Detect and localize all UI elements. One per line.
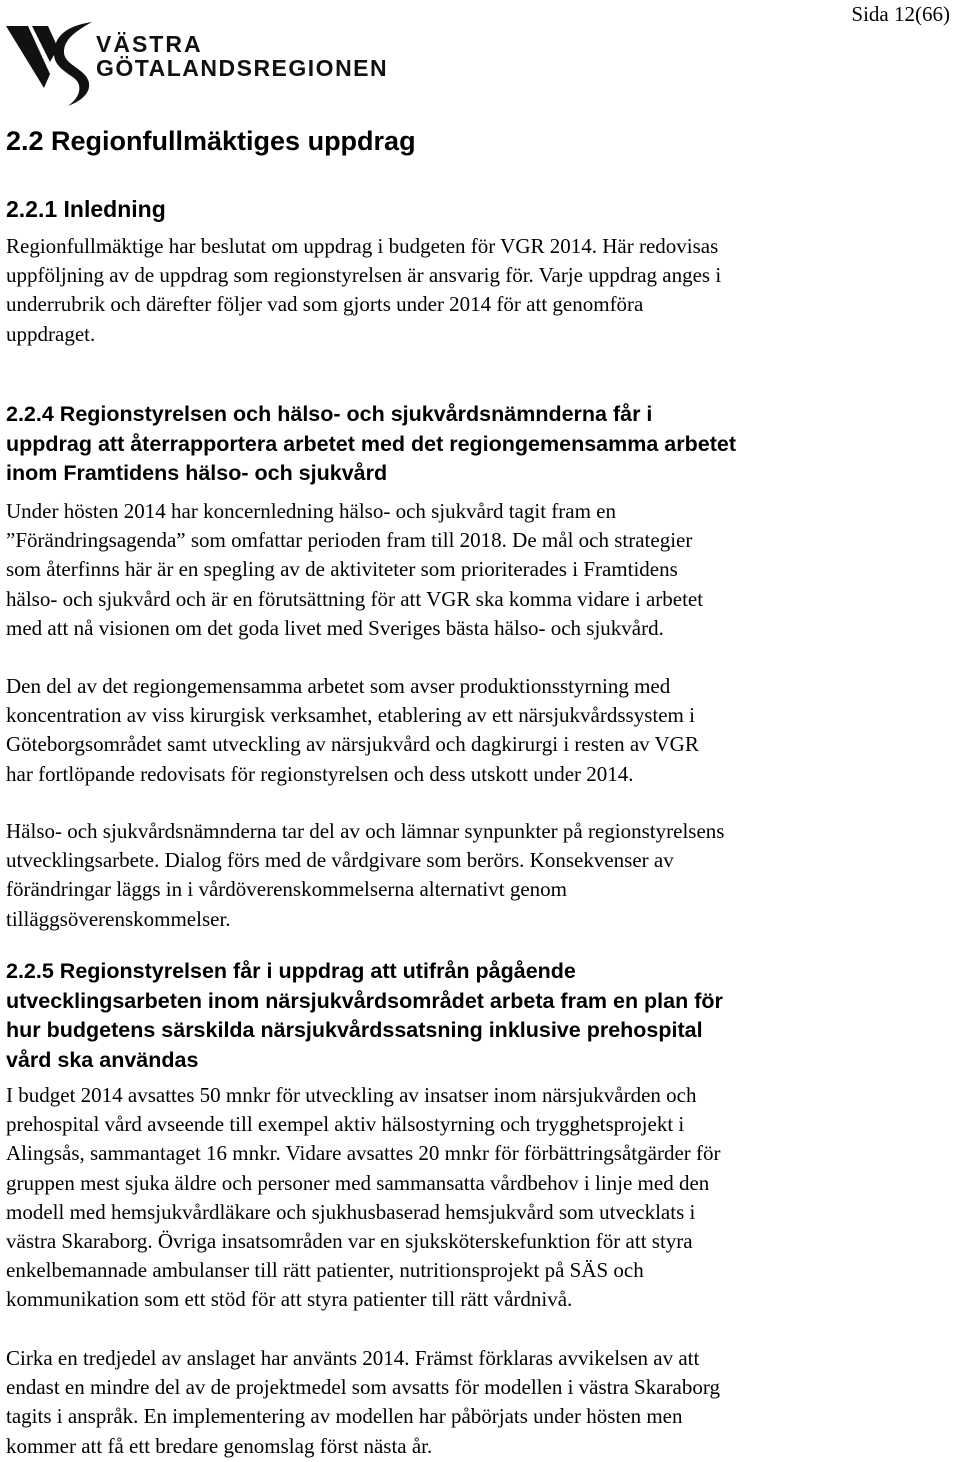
assignment-4-paragraph-2 xyxy=(6,672,956,789)
intro-paragraph xyxy=(6,232,956,349)
heading-line: 2.2.4 Regionstyrelsen och hälso- och sjukvårdsnämnderna får i xyxy=(6,402,653,426)
logo-line-1: VÄSTRA xyxy=(96,31,203,57)
text-line: som återfinns här är en spegling av de aktiviteter som prioriterades i Framtidens xyxy=(6,557,678,582)
text-line: uppföljning av de uppdrag som regionstyrelsen är ansvarig för. Varje uppdrag anges i xyxy=(6,263,722,288)
page-number: Sida 12(66) xyxy=(851,2,950,26)
text-line: prehospital vård avseende till exempel aktiv hälsostyrning och trygghetsprojekt i xyxy=(6,1112,685,1137)
text-line: uppdraget. xyxy=(6,321,96,346)
heading-line: inom Framtidens hälso- och sjukvård xyxy=(6,461,388,485)
assignment-5-paragraph-2 xyxy=(6,1344,956,1461)
text-line: utvecklingsarbete. Dialog förs med de vårdgivare som berörs. Konsekvenser av xyxy=(6,848,674,873)
text-line: Regionfullmäktige har beslutat om uppdrag i budgeten för VGR 2014. Här redovisas xyxy=(6,234,719,258)
text-line: har fortlöpande redovisats för regionstyrelsen och dess utskott under 2014. xyxy=(6,761,634,786)
text-line: Göteborgsområdet samt utveckling av närsjukvård och dagkirurgi i resten av VGR xyxy=(6,732,699,757)
text-line: förändringar läggs in i vårdöverenskommelserna alternativt genom xyxy=(6,877,567,902)
heading-line: utvecklingsarbeten inom närsjukvårdsområdet arbeta fram en plan för xyxy=(6,988,723,1013)
assignment-4-paragraph-3 xyxy=(6,817,956,934)
text-line: västra Skaraborg. Övriga insatsområden var en sjuksköterskefunktion för att styra xyxy=(6,1229,693,1254)
vgr-logo-mark-icon xyxy=(4,22,94,108)
text-line: Under hösten 2014 har koncernledning hälso- och sjukvård tagit fram en xyxy=(6,499,616,523)
text-line: tagits i anspråk. En implementering av modellen har påbörjats under hösten men xyxy=(6,1404,683,1429)
text-line: med att nå visionen om det goda livet med Sveriges bästa hälso- och sjukvård. xyxy=(6,615,664,640)
section-title: 2.2 Regionfullmäktiges uppdrag xyxy=(6,126,416,156)
text-line: Den del av det regiongemensamma arbetet som avser produktionsstyrning med xyxy=(6,674,671,698)
logo-line-2: GÖTALANDSREGIONEN xyxy=(96,55,389,81)
vgr-logo xyxy=(4,22,389,108)
assignment-4-paragraph-1 xyxy=(6,497,956,643)
text-line: Cirka en tredjedel av anslaget har använts 2014. Främst förklaras avvikelsen av att xyxy=(6,1346,700,1370)
text-line: kommer att få ett bredare genomslag först nästa år. xyxy=(6,1433,433,1458)
assignment-5-paragraph-1 xyxy=(6,1081,956,1315)
heading-line: hur budgetens särskilda närsjukvårdssatsning inklusive prehospital xyxy=(6,1018,703,1042)
text-line: endast en mindre del av de projektmedel som avsatts för modellen i västra Skaraborg xyxy=(6,1375,720,1400)
text-line: kommunikation som ett stöd för att styra patienter till rätt vårdnivå. xyxy=(6,1287,573,1312)
text-line: ”Förändringsagenda” som omfattar perioden fram till 2018. De mål och strategier xyxy=(6,528,693,553)
text-line: Alingsås, sammantaget 16 mnkr. Vidare avsattes 20 mnkr för förbättringsåtgärder för xyxy=(6,1141,721,1166)
text-line: Hälso- och sjukvårdsnämnderna tar del av och lämnar synpunkter på regionstyrelsens xyxy=(6,819,725,843)
text-line: underrubrik och därefter följer vad som gjorts under 2014 för att genomföra xyxy=(6,292,644,317)
assignment-4-heading xyxy=(6,400,956,489)
text-line: tilläggsöverenskommelser. xyxy=(6,906,231,931)
text-line: gruppen mest sjuka äldre och personer med sammansatta vårdbehov i linje med den xyxy=(6,1170,710,1195)
text-line: I budget 2014 avsattes 50 mnkr för utveckling av insatser inom närsjukvården och xyxy=(6,1083,697,1107)
text-line: koncentration av viss kirurgisk verksamhet, etablering av ett närsjukvårdssystem i xyxy=(6,703,695,728)
heading-line: 2.2.5 Regionstyrelsen får i uppdrag att utifrån pågående xyxy=(6,959,576,983)
assignment-5-heading xyxy=(6,957,956,1075)
intro-heading: 2.2.1 Inledning xyxy=(6,196,166,222)
text-line: modell med hemsjukvårdläkare och sjukhusbaserad hemsjukvård som utvecklats i xyxy=(6,1199,696,1224)
heading-line: vård ska användas xyxy=(6,1047,199,1072)
text-line: enkelbemannade ambulanser till rätt patienter, nutritionsprojekt på SÄS och xyxy=(6,1258,644,1283)
heading-line: uppdrag att återrapportera arbetet med det regiongemensamma arbetet xyxy=(6,431,736,456)
text-line: hälso- och sjukvård och är en förutsättning för att VGR ska komma vidare i arbetet xyxy=(6,586,704,611)
